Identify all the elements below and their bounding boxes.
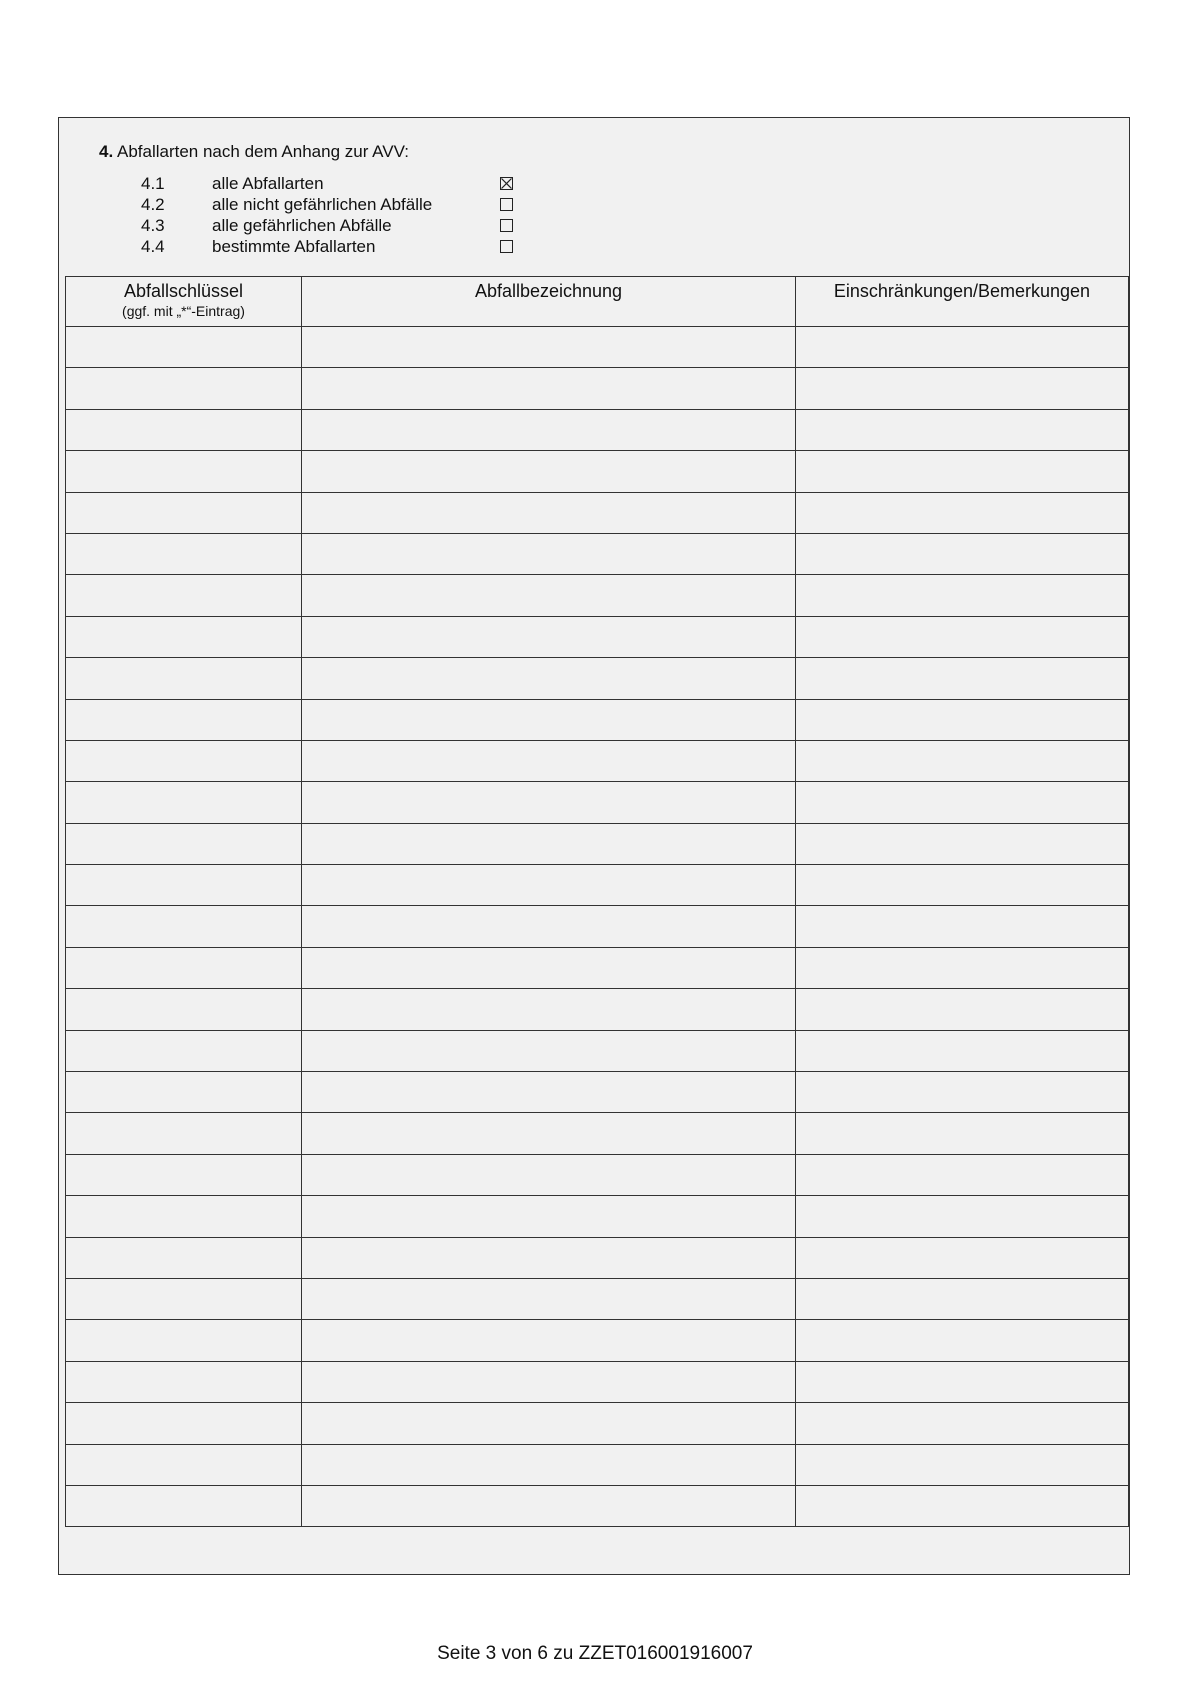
cell-restrictions[interactable] xyxy=(796,1237,1129,1278)
option-row xyxy=(141,237,561,258)
cell-waste-name[interactable] xyxy=(302,989,796,1030)
cell-waste-code[interactable] xyxy=(66,740,302,781)
cell-waste-name[interactable] xyxy=(302,616,796,657)
option-row xyxy=(141,195,561,216)
cell-waste-name[interactable] xyxy=(302,1072,796,1113)
cell-waste-name[interactable] xyxy=(302,1444,796,1485)
cell-waste-code[interactable] xyxy=(66,947,302,988)
section-title: Abfallarten nach dem Anhang zur AVV: xyxy=(116,142,410,161)
table-row xyxy=(66,1320,1129,1361)
cell-waste-name[interactable] xyxy=(302,699,796,740)
checkbox[interactable] xyxy=(500,219,513,232)
cell-restrictions[interactable] xyxy=(796,699,1129,740)
option-code: 4.3 xyxy=(141,216,165,235)
table-row xyxy=(66,823,1129,864)
table-row xyxy=(66,616,1129,657)
option-code: 4.1 xyxy=(141,174,165,193)
cell-restrictions[interactable] xyxy=(796,1361,1129,1402)
cell-waste-name[interactable] xyxy=(302,1320,796,1361)
cell-restrictions[interactable] xyxy=(796,409,1129,450)
cell-waste-code[interactable] xyxy=(66,1485,302,1526)
cell-waste-code[interactable] xyxy=(66,658,302,699)
table-row xyxy=(66,740,1129,781)
table-header-row xyxy=(66,277,1129,327)
cell-restrictions[interactable] xyxy=(796,1072,1129,1113)
table-row xyxy=(66,1113,1129,1154)
cell-waste-code[interactable] xyxy=(66,368,302,409)
cell-restrictions[interactable] xyxy=(796,1113,1129,1154)
cell-waste-code[interactable] xyxy=(66,1030,302,1071)
cell-waste-code[interactable] xyxy=(66,1154,302,1195)
cell-restrictions[interactable] xyxy=(796,947,1129,988)
cell-waste-code[interactable] xyxy=(66,1113,302,1154)
cell-waste-name[interactable] xyxy=(302,1403,796,1444)
cell-restrictions[interactable] xyxy=(796,533,1129,574)
option-code: 4.2 xyxy=(141,195,165,214)
cell-waste-name[interactable] xyxy=(302,865,796,906)
option-row xyxy=(141,216,561,237)
cell-waste-name[interactable] xyxy=(302,1237,796,1278)
cell-waste-name[interactable] xyxy=(302,658,796,699)
table-row xyxy=(66,575,1129,616)
page-footer: Seite 3 von 6 zu ZZET016001916007 xyxy=(437,1643,753,1664)
table-row xyxy=(66,1361,1129,1402)
table-row xyxy=(66,1403,1129,1444)
cell-waste-code[interactable] xyxy=(66,492,302,533)
cell-waste-name[interactable] xyxy=(302,947,796,988)
cell-waste-name[interactable] xyxy=(302,1196,796,1237)
cell-waste-code[interactable] xyxy=(66,699,302,740)
cell-waste-code[interactable] xyxy=(66,327,302,368)
table-row xyxy=(66,989,1129,1030)
cell-waste-code[interactable] xyxy=(66,1196,302,1237)
cell-restrictions[interactable] xyxy=(796,616,1129,657)
cell-waste-name[interactable] xyxy=(302,492,796,533)
table-row xyxy=(66,1444,1129,1485)
option-label: alle nicht gefährlichen Abfälle xyxy=(212,195,433,214)
cell-waste-name[interactable] xyxy=(302,823,796,864)
cell-waste-name[interactable] xyxy=(302,1154,796,1195)
cell-waste-name[interactable] xyxy=(302,575,796,616)
cell-waste-code[interactable] xyxy=(66,823,302,864)
option-label: alle gefährlichen Abfälle xyxy=(212,216,392,235)
cell-waste-code[interactable] xyxy=(66,865,302,906)
cell-waste-code[interactable] xyxy=(66,1403,302,1444)
table-row xyxy=(66,327,1129,368)
cell-waste-name[interactable] xyxy=(302,1030,796,1071)
column-header-restrictions xyxy=(796,277,1129,327)
table-row xyxy=(66,1030,1129,1071)
table-row xyxy=(66,1278,1129,1319)
cell-waste-code[interactable] xyxy=(66,989,302,1030)
cell-restrictions[interactable] xyxy=(796,1030,1129,1071)
table-row xyxy=(66,782,1129,823)
section-number: 4. xyxy=(99,142,114,161)
checkbox-checked[interactable] xyxy=(500,177,513,190)
table-row xyxy=(66,699,1129,740)
table-row xyxy=(66,533,1129,574)
cell-restrictions[interactable] xyxy=(796,1403,1129,1444)
cell-waste-name[interactable] xyxy=(302,1361,796,1402)
table-row xyxy=(66,409,1129,450)
cell-waste-code[interactable] xyxy=(66,782,302,823)
cell-restrictions[interactable] xyxy=(796,1154,1129,1195)
cell-waste-code[interactable] xyxy=(66,1444,302,1485)
table-row xyxy=(66,1072,1129,1113)
column-header-waste-code xyxy=(66,277,302,327)
table-row xyxy=(66,906,1129,947)
option-label: bestimmte Abfallarten xyxy=(212,237,376,256)
table-row xyxy=(66,368,1129,409)
cell-restrictions[interactable] xyxy=(796,1444,1129,1485)
cell-waste-name[interactable] xyxy=(302,368,796,409)
cell-restrictions[interactable] xyxy=(796,658,1129,699)
table-row xyxy=(66,492,1129,533)
cell-waste-name[interactable] xyxy=(302,451,796,492)
table-row xyxy=(66,451,1129,492)
column-header-sublabel: (ggf. mit „*“-Eintrag) xyxy=(122,303,245,319)
cell-restrictions[interactable] xyxy=(796,451,1129,492)
cell-waste-code[interactable] xyxy=(66,1320,302,1361)
cell-waste-name[interactable] xyxy=(302,409,796,450)
table-row xyxy=(66,947,1129,988)
cell-restrictions[interactable] xyxy=(796,492,1129,533)
cross-mark-icon xyxy=(501,178,512,189)
cell-restrictions[interactable] xyxy=(796,1278,1129,1319)
cell-restrictions[interactable] xyxy=(796,368,1129,409)
cell-waste-code[interactable] xyxy=(66,616,302,657)
cell-restrictions[interactable] xyxy=(796,823,1129,864)
cell-waste-name[interactable] xyxy=(302,740,796,781)
table-row xyxy=(66,865,1129,906)
cell-restrictions[interactable] xyxy=(796,740,1129,781)
cell-waste-name[interactable] xyxy=(302,1485,796,1526)
cell-waste-code[interactable] xyxy=(66,1361,302,1402)
cell-restrictions[interactable] xyxy=(796,1485,1129,1526)
cell-waste-name[interactable] xyxy=(302,1113,796,1154)
cell-waste-code[interactable] xyxy=(66,1072,302,1113)
cell-restrictions[interactable] xyxy=(796,782,1129,823)
cell-waste-name[interactable] xyxy=(302,1278,796,1319)
cell-waste-code[interactable] xyxy=(66,575,302,616)
cell-restrictions[interactable] xyxy=(796,906,1129,947)
cell-waste-code[interactable] xyxy=(66,1237,302,1278)
cell-waste-code[interactable] xyxy=(66,451,302,492)
cell-restrictions[interactable] xyxy=(796,865,1129,906)
option-row xyxy=(141,174,561,195)
cell-waste-name[interactable] xyxy=(302,906,796,947)
waste-table xyxy=(65,276,1129,1527)
option-code: 4.4 xyxy=(141,237,165,256)
cell-restrictions[interactable] xyxy=(796,989,1129,1030)
table-row xyxy=(66,1196,1129,1237)
cell-restrictions[interactable] xyxy=(796,575,1129,616)
table-row xyxy=(66,658,1129,699)
option-label: alle Abfallarten xyxy=(212,174,324,193)
checkbox[interactable] xyxy=(500,198,513,211)
column-header-label: Abfallbezeichnung xyxy=(474,281,623,301)
cell-waste-code[interactable] xyxy=(66,533,302,574)
cell-restrictions[interactable] xyxy=(796,1320,1129,1361)
cell-restrictions[interactable] xyxy=(796,1196,1129,1237)
table-row xyxy=(66,1237,1129,1278)
cell-waste-name[interactable] xyxy=(302,533,796,574)
cell-waste-code[interactable] xyxy=(66,906,302,947)
cell-waste-code[interactable] xyxy=(66,409,302,450)
column-header-label: Einschränkungen/Bemerkungen xyxy=(833,281,1091,301)
cell-waste-name[interactable] xyxy=(302,327,796,368)
column-header-label: Abfallschlüssel xyxy=(123,281,244,301)
table-body xyxy=(66,327,1129,1527)
column-header-waste-name xyxy=(302,277,796,327)
checkbox[interactable] xyxy=(500,240,513,253)
cell-waste-code[interactable] xyxy=(66,1278,302,1319)
form-section-4 xyxy=(58,117,1130,1575)
cell-waste-name[interactable] xyxy=(302,782,796,823)
table-row xyxy=(66,1485,1129,1526)
section-heading xyxy=(99,142,409,162)
table-row xyxy=(66,1154,1129,1195)
cell-restrictions[interactable] xyxy=(796,327,1129,368)
